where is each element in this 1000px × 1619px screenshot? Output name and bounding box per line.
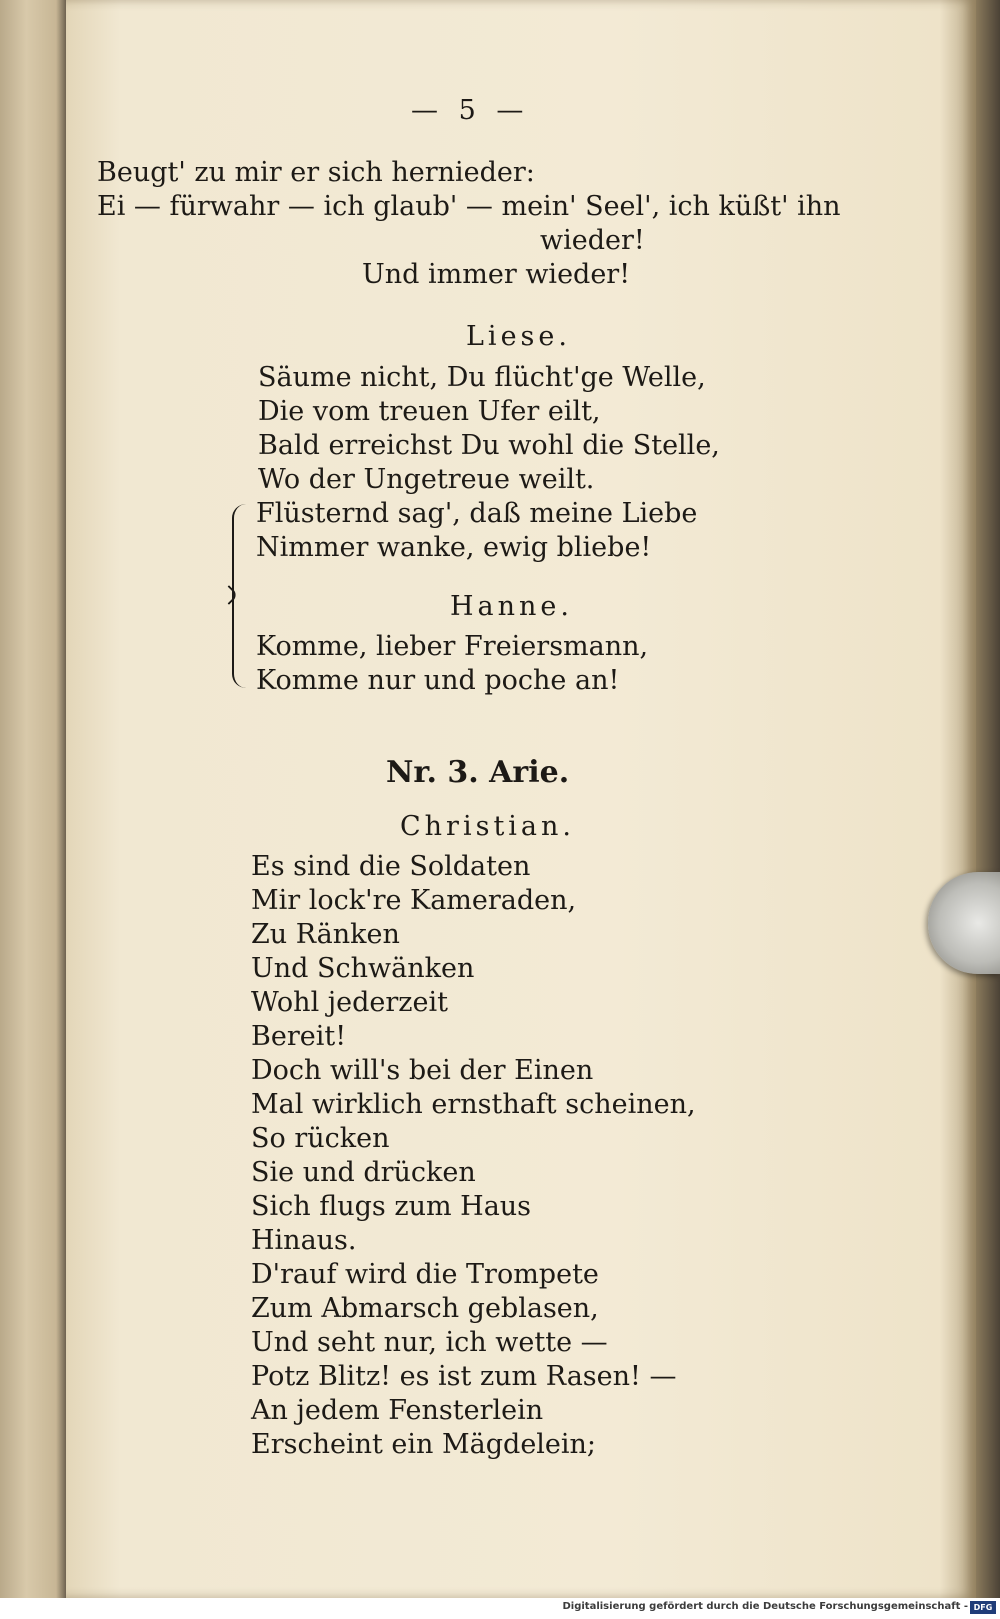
verse-line: Und seht nur, ich wette — (251, 1327, 608, 1358)
verse-line: Flüsternd sag', daß meine Liebe (256, 498, 698, 529)
speaker-heading-liese: Liese. (466, 321, 571, 352)
page-edge (976, 0, 1000, 1598)
verse-line: Und Schwänken (251, 953, 475, 984)
book-spine (0, 0, 66, 1619)
verse-line: Doch will's bei der Einen (251, 1055, 594, 1086)
verse-line: Die vom treuen Ufer eilt, (258, 396, 601, 427)
verse-line: Säume nicht, Du flücht'ge Welle, (258, 362, 706, 393)
verse-line: Und immer wieder! (362, 259, 631, 290)
page-number: — 5 — (411, 95, 530, 126)
verse-line: Zu Ränken (251, 919, 400, 950)
verse-line: Komme nur und poche an! (256, 665, 620, 696)
verse-line: Potz Blitz! es ist zum Rasen! — (251, 1361, 677, 1392)
verse-line: Komme, lieber Freiersmann, (256, 631, 649, 662)
verse-line: Sich flugs zum Haus (251, 1191, 532, 1222)
verse-line: Nimmer wanke, ewig bliebe! (256, 532, 652, 563)
verse-line: So rücken (251, 1123, 390, 1154)
dfg-logo: DFG (970, 1601, 996, 1614)
verse-line: wieder! (540, 225, 645, 256)
verse-line: Bereit! (251, 1021, 347, 1052)
verse-line: Zum Abmarsch geblasen, (251, 1293, 599, 1324)
verse-line: Hinaus. (251, 1225, 357, 1256)
funding-notice: Digitalisierung gefördert durch die Deutsche Forschungsgemeinschaft - (562, 1601, 968, 1612)
speaker-heading-christian: Christian. (400, 811, 575, 842)
verse-line: Sie und drücken (251, 1157, 476, 1188)
speaker-heading-hanne: Hanne. (450, 591, 573, 622)
section-heading-arie: Nr. 3. Arie. (386, 755, 570, 790)
verse-line: Wo der Ungetreue weilt. (258, 464, 595, 495)
verse-line: Bald erreichst Du wohl die Stelle, (258, 430, 720, 461)
verse-line: Es sind die Soldaten (251, 851, 531, 882)
verse-line: Erscheint ein Mägdelein; (251, 1429, 597, 1460)
verse-line: Ei — fürwahr — ich glaub' — mein' Seel', ich küßt' ihn (97, 191, 841, 222)
verse-line: D'rauf wird die Trompete (251, 1259, 599, 1290)
verse-line: Mir lock're Kameraden, (251, 885, 577, 916)
verse-line: Mal wirklich ernsthaft scheinen, (251, 1089, 696, 1120)
verse-line: Beugt' zu mir er sich hernieder: (97, 157, 535, 188)
verse-line: Wohl jederzeit (251, 987, 448, 1018)
verse-line: An jedem Fensterlein (251, 1395, 544, 1426)
